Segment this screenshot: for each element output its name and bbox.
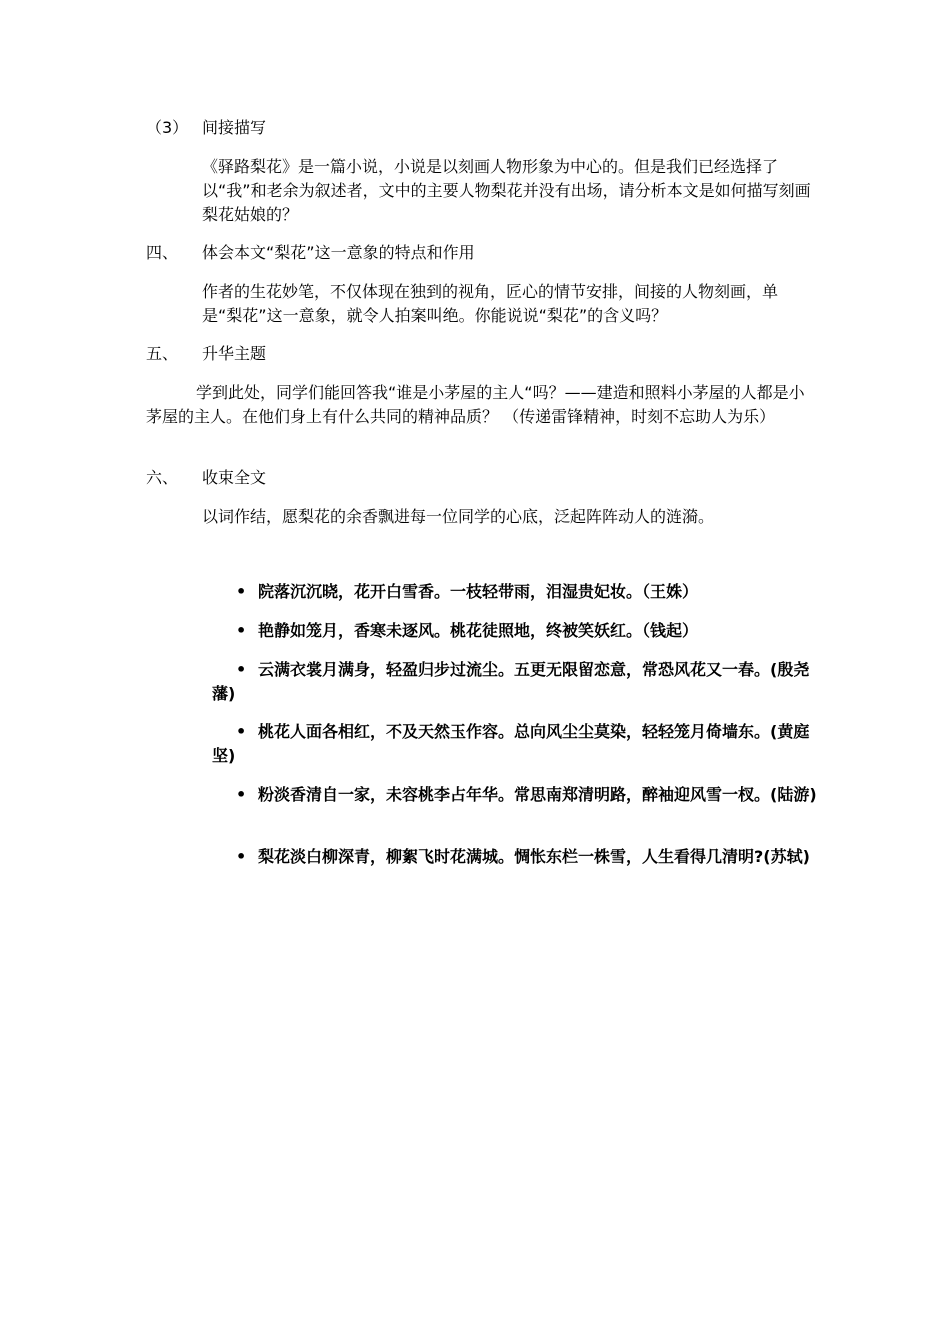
section-6-number: 六、 (146, 468, 179, 487)
section-6-paragraph: 以词作结，愿梨花的余香飘进每一位同学的心底，泛起阵阵动人的涟漪。 (202, 507, 715, 526)
bullet-icon: • (236, 847, 247, 866)
section-6-title: 收束全文 (202, 468, 267, 487)
poem-item (212, 845, 822, 869)
poem-item (212, 619, 822, 643)
section-3-title: 间接描写 (202, 118, 267, 137)
section-6-heading (146, 466, 266, 490)
bullet-icon: • (236, 660, 247, 679)
poem-item (212, 720, 822, 768)
poem-item (212, 783, 822, 807)
poem-text: 桃花人面各相红，不及天然玉作容。总向风尘尘莫染，轻轻笼月倚墙东。(黄庭坚) (212, 722, 810, 765)
section-5-number: 五、 (146, 344, 179, 363)
section-4-title: 体会本文“梨花”这一意象的特点和作用 (202, 243, 475, 262)
section-3-paragraph: 《驿路梨花》是一篇小说，小说是以刻画人物形象为中心的。但是我们已经选择了以“我”和老余为叙述者，文中的主要人物梨花并没有出场，请分析本文是如何描写刻画梨花姑娘的？ (202, 157, 811, 224)
section-5-heading (146, 342, 266, 366)
poem-item (212, 580, 822, 604)
section-3-heading (146, 116, 266, 140)
poem-text: 院落沉沉晓，花开白雪香。一枝轻带雨，泪湿贵妃妆。（王姝） (258, 582, 699, 601)
bullet-icon: • (236, 621, 247, 640)
section-4-heading (146, 241, 475, 265)
bullet-icon: • (236, 582, 247, 601)
section-5-title: 升华主题 (202, 344, 267, 363)
poem-text: 粉淡香清自一家，未容桃李占年华。常思南郑清明路，醉袖迎风雪一杈。(陆游) (258, 785, 817, 804)
section-4-number: 四、 (146, 243, 179, 262)
section-5-paragraph: 学到此处，同学们能回答我“谁是小茅屋的主人“吗？——建造和照料小茅屋的人都是小茅屋的主人。在他们身上有什么共同的精神品质？ （传递雷锋精神，时刻不忘助人为乐） (146, 383, 805, 426)
poem-text: 云满衣裳月满身，轻盈归步过流尘。五更无限留恋意，常恐风花又一春。(殷尧藩) (212, 660, 810, 703)
bullet-icon: • (236, 785, 247, 804)
bullet-icon: • (236, 722, 247, 741)
poem-text: 梨花淡白柳深青，柳絮飞时花满城。惆怅东栏一株雪，人生看得几清明?(苏轼) (258, 847, 810, 866)
poem-text: 艳静如笼月，香寒未逐风。桃花徒照地，终被笑妖红。（钱起） (258, 621, 699, 640)
poem-item (212, 658, 822, 706)
section-3-number: （3） (146, 118, 189, 137)
section-4-paragraph: 作者的生花妙笔，不仅体现在独到的视角，匠心的情节安排，间接的人物刻画，单是“梨花”这一意象，就令人拍案叫绝。你能说说“梨花”的含义吗？ (202, 282, 779, 325)
